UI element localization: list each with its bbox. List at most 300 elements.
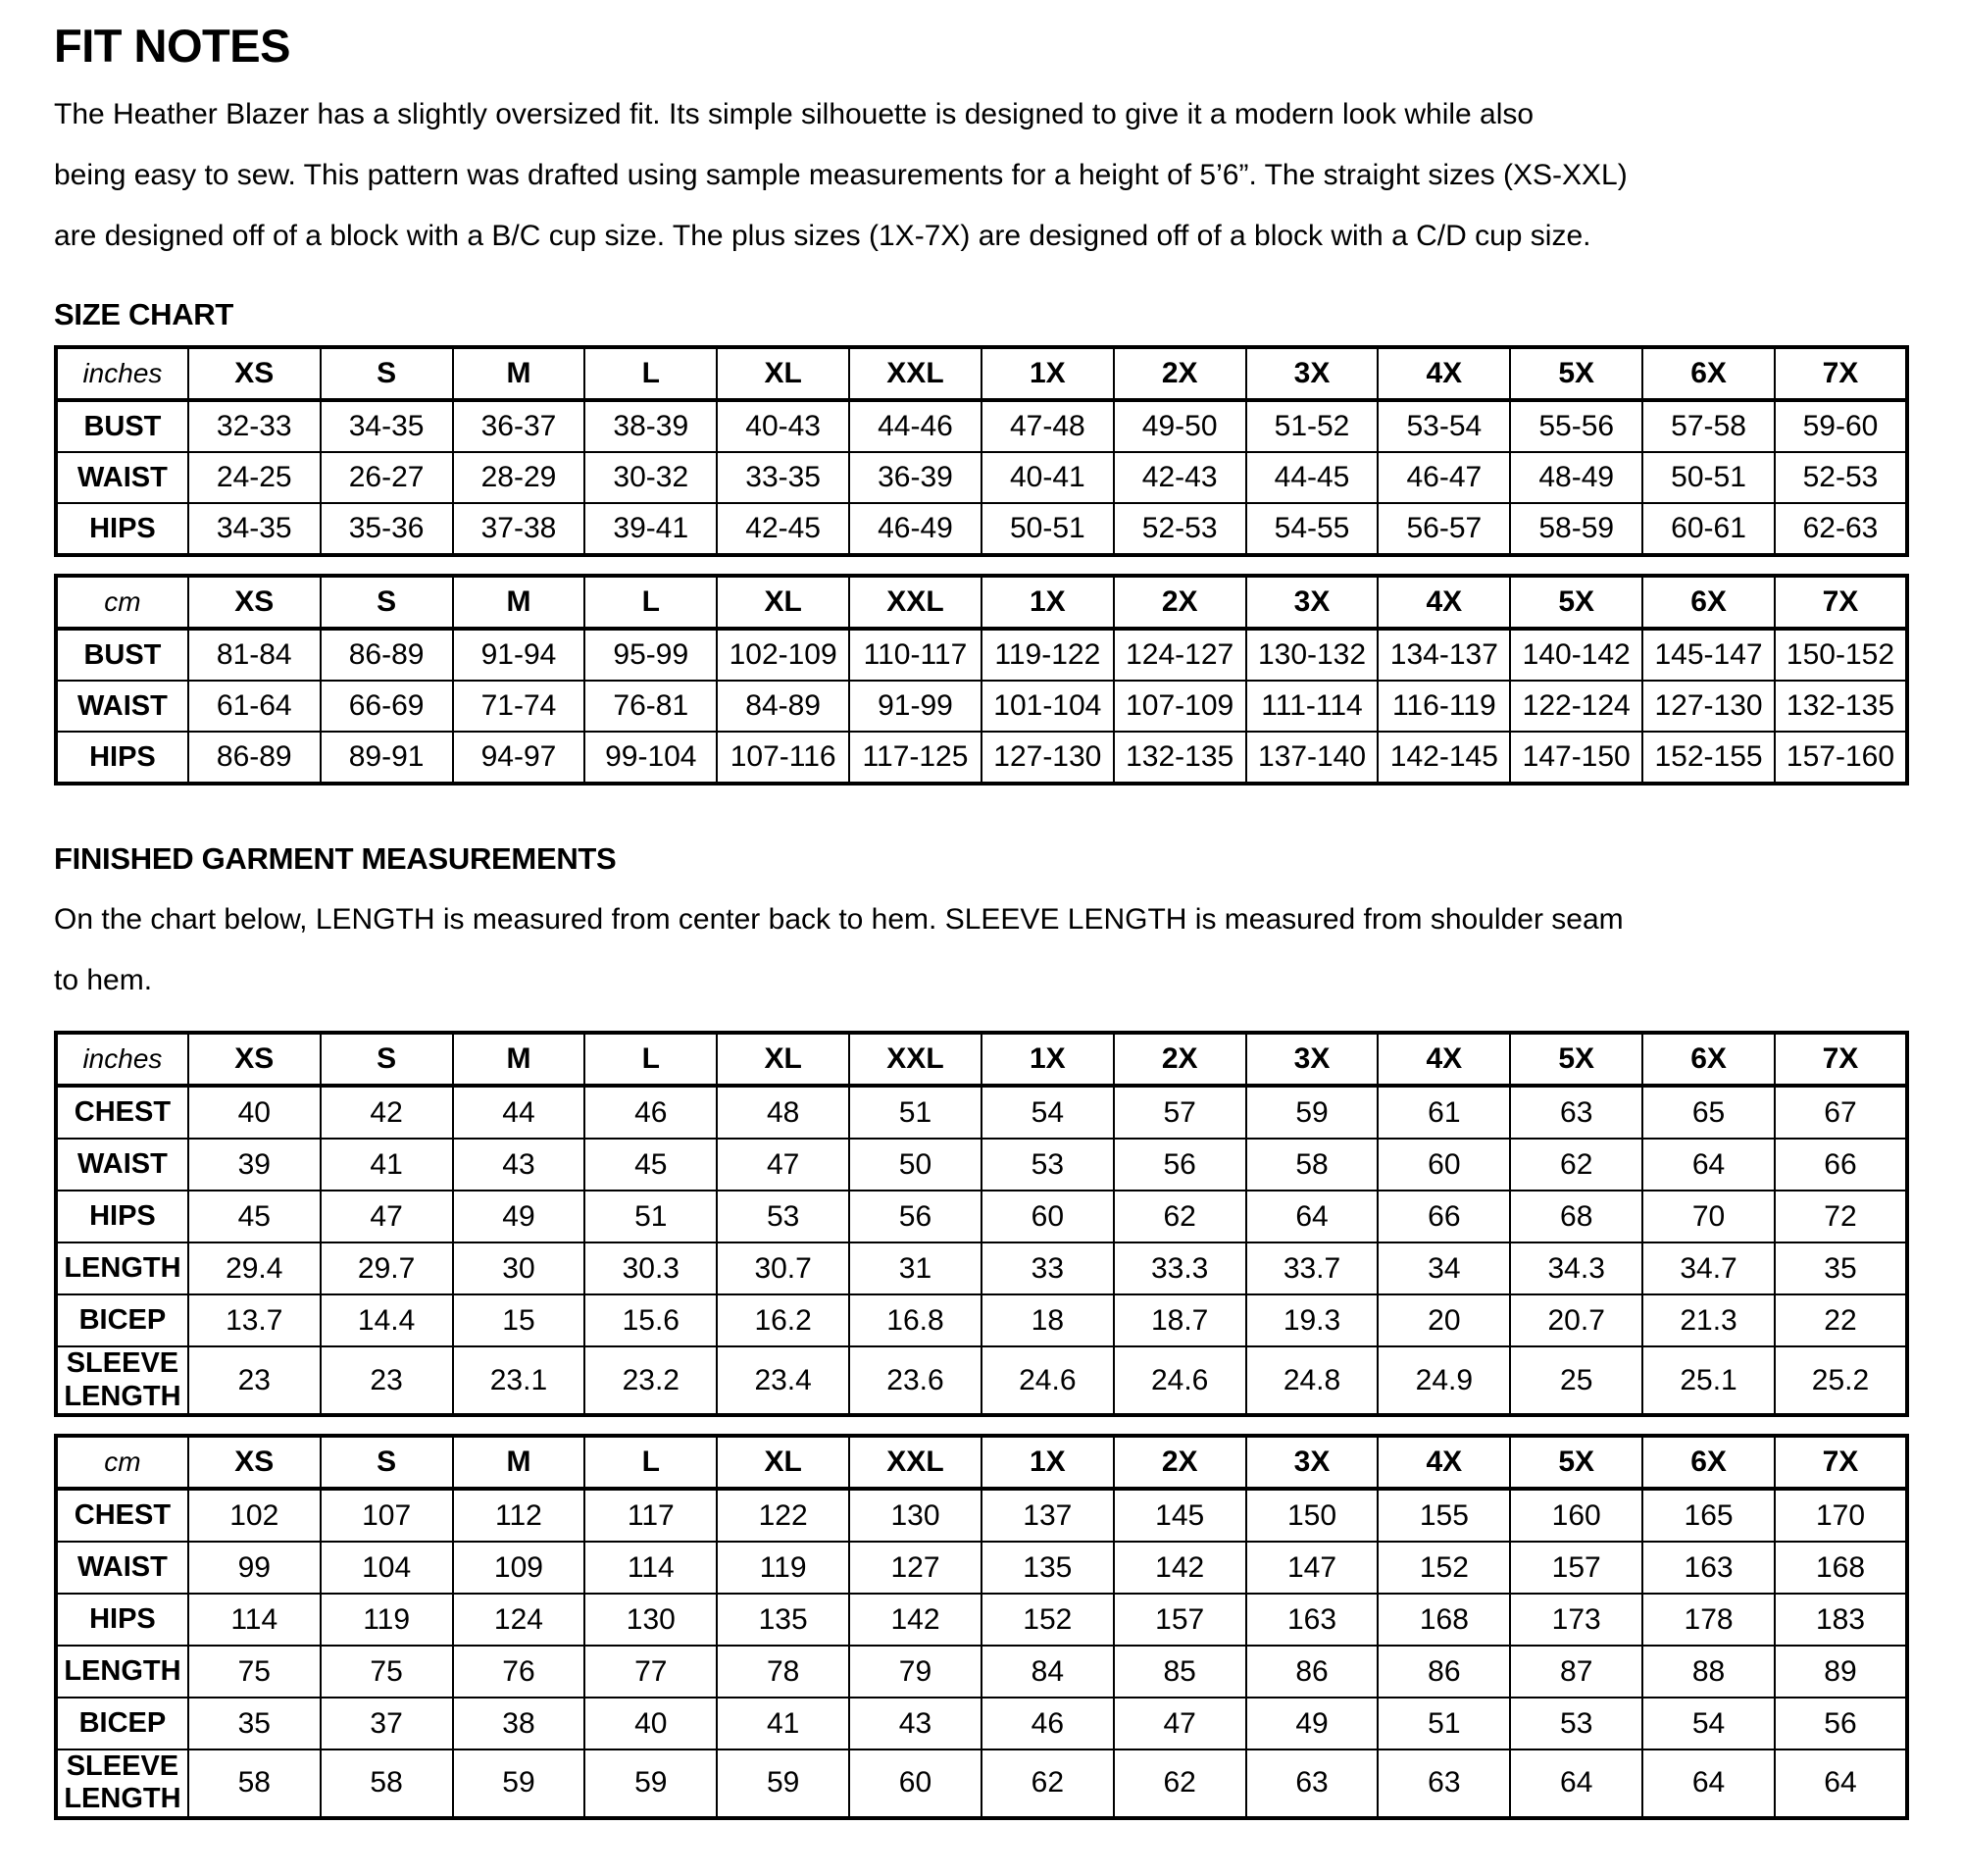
measurement-cell: 124-127: [1114, 629, 1246, 681]
measurement-cell: 47-48: [982, 400, 1114, 452]
measurement-cell: 114: [188, 1594, 321, 1646]
measurement-cell: 163: [1246, 1594, 1379, 1646]
measurement-cell: 15.6: [584, 1294, 717, 1346]
measurement-cell: 132-135: [1114, 732, 1246, 784]
size-column-header: 1X: [982, 576, 1114, 629]
measurement-cell: 94-97: [453, 732, 585, 784]
row-label: CHEST: [56, 1086, 188, 1139]
measurement-cell: 64: [1510, 1749, 1642, 1818]
size-column-header: 6X: [1642, 1436, 1775, 1489]
measurement-cell: 99-104: [584, 732, 717, 784]
measurement-cell: 39: [188, 1139, 321, 1191]
page-title: FIT NOTES: [54, 20, 290, 72]
size-column-header: 3X: [1246, 576, 1379, 629]
measurement-row: [56, 629, 1907, 681]
table-header-row: [56, 347, 1907, 400]
measurement-cell: 60-61: [1642, 503, 1775, 555]
measurement-cell: 79: [849, 1646, 982, 1698]
measurement-cell: 62: [982, 1749, 1114, 1818]
size-column-header: XXL: [849, 1033, 982, 1086]
size-column-header: 4X: [1378, 1033, 1510, 1086]
measurement-cell: 71-74: [453, 681, 585, 732]
measurement-cell: 33.3: [1114, 1242, 1246, 1294]
measurement-cell: 20: [1378, 1294, 1510, 1346]
intro-paragraph: [54, 84, 1909, 267]
size-column-header: 6X: [1642, 576, 1775, 629]
measurement-cell: 75: [321, 1646, 453, 1698]
measurement-cell: 64: [1642, 1749, 1775, 1818]
measurement-cell: 53: [717, 1191, 849, 1242]
measurement-cell: 152: [1378, 1542, 1510, 1594]
measurement-cell: 150: [1246, 1489, 1379, 1542]
measurement-cell: 37-38: [453, 503, 585, 555]
measurement-cell: 45: [188, 1191, 321, 1242]
size-column-header: XL: [717, 347, 849, 400]
measurement-cell: 16.8: [849, 1294, 982, 1346]
row-label: BICEP: [56, 1294, 188, 1346]
row-label: LENGTH: [56, 1242, 188, 1294]
size-column-header: 2X: [1114, 347, 1246, 400]
measurement-cell: 132-135: [1775, 681, 1907, 732]
measurement-cell: 62: [1510, 1139, 1642, 1191]
measurement-cell: 34: [1378, 1242, 1510, 1294]
measurement-cell: 119: [321, 1594, 453, 1646]
measurement-cell: 56-57: [1378, 503, 1510, 555]
measurement-cell: 42-43: [1114, 452, 1246, 503]
measurement-row: [56, 1594, 1907, 1646]
row-label: HIPS: [56, 732, 188, 784]
measurement-cell: 52-53: [1775, 452, 1907, 503]
measurement-cell: 56: [849, 1191, 982, 1242]
measurement-cell: 85: [1114, 1646, 1246, 1698]
measurement-cell: 51: [1378, 1698, 1510, 1749]
measurement-cell: 75: [188, 1646, 321, 1698]
measurement-cell: 62-63: [1775, 503, 1907, 555]
measurement-cell: 24.6: [982, 1346, 1114, 1415]
size-column-header: S: [321, 347, 453, 400]
size-column-header: 7X: [1775, 347, 1907, 400]
measurement-cell: 31: [849, 1242, 982, 1294]
measurement-cell: 36-37: [453, 400, 585, 452]
measurement-row: [56, 452, 1907, 503]
measurement-cell: 111-114: [1246, 681, 1379, 732]
measurement-cell: 35: [1775, 1242, 1907, 1294]
measurement-cell: 13.7: [188, 1294, 321, 1346]
measurement-cell: 117-125: [849, 732, 982, 784]
measurement-cell: 157-160: [1775, 732, 1907, 784]
text-line: On the chart below, LENGTH is measured from center back to hem. SLEEVE LENGTH is measured from shoulder seam: [54, 903, 1624, 937]
measurement-cell: 56: [1775, 1698, 1907, 1749]
measurement-cell: 24.8: [1246, 1346, 1379, 1415]
measurement-cell: 30: [453, 1242, 585, 1294]
measurement-cell: 145-147: [1642, 629, 1775, 681]
measurement-cell: 51: [849, 1086, 982, 1139]
measurement-cell: 135: [717, 1594, 849, 1646]
size-column-header: L: [584, 576, 717, 629]
measurement-cell: 30.7: [717, 1242, 849, 1294]
measurement-cell: 49: [1246, 1698, 1379, 1749]
measurement-row: [56, 1646, 1907, 1698]
measurement-cell: 145: [1114, 1489, 1246, 1542]
size-chart-inches-table: [54, 345, 1909, 557]
size-column-header: XL: [717, 1033, 849, 1086]
measurement-cell: 42: [321, 1086, 453, 1139]
size-column-header: 7X: [1775, 1033, 1907, 1086]
measurement-cell: 109: [453, 1542, 585, 1594]
measurement-cell: 59: [1246, 1086, 1379, 1139]
measurement-cell: 142: [849, 1594, 982, 1646]
measurement-cell: 25.2: [1775, 1346, 1907, 1415]
measurement-row: [56, 732, 1907, 784]
measurement-cell: 102: [188, 1489, 321, 1542]
size-column-header: 6X: [1642, 347, 1775, 400]
measurement-row: [56, 1242, 1907, 1294]
measurement-cell: 89: [1775, 1646, 1907, 1698]
measurement-cell: 22: [1775, 1294, 1907, 1346]
measurement-row: [56, 1086, 1907, 1139]
measurement-cell: 53-54: [1378, 400, 1510, 452]
measurement-cell: 24.9: [1378, 1346, 1510, 1415]
row-label: HIPS: [56, 1191, 188, 1242]
row-label: SLEEVE LENGTH: [56, 1749, 188, 1818]
measurement-cell: 40: [584, 1698, 717, 1749]
measurement-cell: 44-45: [1246, 452, 1379, 503]
measurement-cell: 101-104: [982, 681, 1114, 732]
measurement-cell: 40-43: [717, 400, 849, 452]
measurement-cell: 127-130: [1642, 681, 1775, 732]
size-column-header: XS: [188, 1033, 321, 1086]
size-column-header: 7X: [1775, 576, 1907, 629]
measurement-cell: 23.1: [453, 1346, 585, 1415]
measurement-cell: 63: [1378, 1749, 1510, 1818]
measurement-cell: 165: [1642, 1489, 1775, 1542]
measurement-cell: 163: [1642, 1542, 1775, 1594]
measurement-cell: 72: [1775, 1191, 1907, 1242]
measurement-row: [56, 1489, 1907, 1542]
measurement-cell: 34.7: [1642, 1242, 1775, 1294]
size-column-header: 3X: [1246, 347, 1379, 400]
measurement-cell: 168: [1775, 1542, 1907, 1594]
size-column-header: S: [321, 1436, 453, 1489]
finished-measurements-heading: FINISHED GARMENT MEASUREMENTS: [54, 841, 617, 877]
unit-label: cm: [56, 576, 188, 629]
measurement-cell: 142: [1114, 1542, 1246, 1594]
measurement-cell: 116-119: [1378, 681, 1510, 732]
measurement-cell: 54: [1642, 1698, 1775, 1749]
measurement-cell: 150-152: [1775, 629, 1907, 681]
measurement-cell: 86-89: [188, 732, 321, 784]
measurement-cell: 24-25: [188, 452, 321, 503]
size-column-header: M: [453, 576, 585, 629]
size-column-header: M: [453, 347, 585, 400]
measurement-row: [56, 1139, 1907, 1191]
size-column-header: 4X: [1378, 347, 1510, 400]
measurement-cell: 51-52: [1246, 400, 1379, 452]
size-column-header: 2X: [1114, 576, 1246, 629]
measurement-cell: 20.7: [1510, 1294, 1642, 1346]
measurement-cell: 88: [1642, 1646, 1775, 1698]
size-column-header: 2X: [1114, 1033, 1246, 1086]
measurement-cell: 155: [1378, 1489, 1510, 1542]
measurement-cell: 173: [1510, 1594, 1642, 1646]
measurement-cell: 142-145: [1378, 732, 1510, 784]
row-label: WAIST: [56, 452, 188, 503]
measurement-cell: 60: [1378, 1139, 1510, 1191]
measurement-cell: 14.4: [321, 1294, 453, 1346]
measurement-cell: 47: [321, 1191, 453, 1242]
measurement-cell: 64: [1775, 1749, 1907, 1818]
measurement-cell: 25: [1510, 1346, 1642, 1415]
measurement-cell: 35: [188, 1698, 321, 1749]
unit-label: inches: [56, 1033, 188, 1086]
measurement-cell: 95-99: [584, 629, 717, 681]
size-column-header: XS: [188, 1436, 321, 1489]
row-label: SLEEVE LENGTH: [56, 1346, 188, 1415]
measurement-cell: 183: [1775, 1594, 1907, 1646]
measurement-cell: 59: [584, 1749, 717, 1818]
measurement-cell: 57: [1114, 1086, 1246, 1139]
measurement-cell: 59-60: [1775, 400, 1907, 452]
text-line: The Heather Blazer has a slightly oversized fit. Its simple silhouette is designed to give it a modern look while also: [54, 98, 1535, 131]
measurement-cell: 86: [1378, 1646, 1510, 1698]
measurement-cell: 86-89: [321, 629, 453, 681]
measurement-cell: 30-32: [584, 452, 717, 503]
measurement-cell: 63: [1510, 1086, 1642, 1139]
measurement-cell: 152: [982, 1594, 1114, 1646]
measurement-cell: 135: [982, 1542, 1114, 1594]
measurement-cell: 45: [584, 1139, 717, 1191]
measurement-cell: 64: [1246, 1191, 1379, 1242]
measurement-cell: 23: [321, 1346, 453, 1415]
size-column-header: 2X: [1114, 1436, 1246, 1489]
text-line: to hem.: [54, 964, 153, 997]
size-column-header: 5X: [1510, 1436, 1642, 1489]
measurement-cell: 134-137: [1378, 629, 1510, 681]
measurement-cell: 53: [1510, 1698, 1642, 1749]
measurement-cell: 57-58: [1642, 400, 1775, 452]
measurement-cell: 122-124: [1510, 681, 1642, 732]
measurement-cell: 43: [453, 1139, 585, 1191]
size-column-header: 1X: [982, 1033, 1114, 1086]
row-label: HIPS: [56, 1594, 188, 1646]
measurement-cell: 66: [1378, 1191, 1510, 1242]
row-label: WAIST: [56, 1139, 188, 1191]
size-column-header: XXL: [849, 347, 982, 400]
measurement-cell: 86: [1246, 1646, 1379, 1698]
size-column-header: XL: [717, 576, 849, 629]
measurement-cell: 38: [453, 1698, 585, 1749]
measurement-cell: 15: [453, 1294, 585, 1346]
measurement-cell: 91-99: [849, 681, 982, 732]
measurement-row: [56, 503, 1907, 555]
measurement-row: [56, 1749, 1907, 1818]
measurement-cell: 29.4: [188, 1242, 321, 1294]
measurement-cell: 127-130: [982, 732, 1114, 784]
measurement-cell: 59: [717, 1749, 849, 1818]
size-column-header: XXL: [849, 576, 982, 629]
size-column-header: XS: [188, 347, 321, 400]
measurement-cell: 107-109: [1114, 681, 1246, 732]
measurement-cell: 64: [1642, 1139, 1775, 1191]
finished-cm-table: [54, 1434, 1909, 1820]
size-column-header: L: [584, 1033, 717, 1086]
measurement-cell: 54: [982, 1086, 1114, 1139]
measurement-cell: 124: [453, 1594, 585, 1646]
measurement-cell: 60: [982, 1191, 1114, 1242]
measurement-cell: 81-84: [188, 629, 321, 681]
measurement-cell: 24.6: [1114, 1346, 1246, 1415]
measurement-cell: 35-36: [321, 503, 453, 555]
measurement-cell: 18.7: [1114, 1294, 1246, 1346]
measurement-cell: 122: [717, 1489, 849, 1542]
measurement-cell: 50-51: [1642, 452, 1775, 503]
measurement-cell: 50-51: [982, 503, 1114, 555]
measurement-cell: 114: [584, 1542, 717, 1594]
measurement-cell: 104: [321, 1542, 453, 1594]
measurement-cell: 33: [982, 1242, 1114, 1294]
measurement-cell: 67: [1775, 1086, 1907, 1139]
measurement-cell: 49-50: [1114, 400, 1246, 452]
measurement-cell: 160: [1510, 1489, 1642, 1542]
measurement-cell: 147-150: [1510, 732, 1642, 784]
measurement-cell: 21.3: [1642, 1294, 1775, 1346]
measurement-cell: 70: [1642, 1191, 1775, 1242]
measurement-cell: 53: [982, 1139, 1114, 1191]
size-column-header: 3X: [1246, 1033, 1379, 1086]
finished-description: [54, 889, 1909, 1011]
row-label: BICEP: [56, 1698, 188, 1749]
measurement-cell: 46: [982, 1698, 1114, 1749]
measurement-cell: 18: [982, 1294, 1114, 1346]
measurement-cell: 49: [453, 1191, 585, 1242]
fit-notes-page: [54, 20, 1909, 1820]
measurement-cell: 66-69: [321, 681, 453, 732]
measurement-cell: 37: [321, 1698, 453, 1749]
measurement-cell: 119-122: [982, 629, 1114, 681]
measurement-cell: 34-35: [321, 400, 453, 452]
row-label: BUST: [56, 400, 188, 452]
measurement-cell: 46-47: [1378, 452, 1510, 503]
measurement-cell: 63: [1246, 1749, 1379, 1818]
measurement-cell: 28-29: [453, 452, 585, 503]
measurement-cell: 51: [584, 1191, 717, 1242]
measurement-cell: 107-116: [717, 732, 849, 784]
size-chart-heading: SIZE CHART: [54, 297, 234, 332]
measurement-cell: 91-94: [453, 629, 585, 681]
measurement-cell: 44-46: [849, 400, 982, 452]
measurement-cell: 59: [453, 1749, 585, 1818]
measurement-cell: 102-109: [717, 629, 849, 681]
measurement-cell: 137-140: [1246, 732, 1379, 784]
measurement-cell: 42-45: [717, 503, 849, 555]
measurement-cell: 40: [188, 1086, 321, 1139]
measurement-cell: 56: [1114, 1139, 1246, 1191]
measurement-cell: 39-41: [584, 503, 717, 555]
measurement-cell: 127: [849, 1542, 982, 1594]
row-label: LENGTH: [56, 1646, 188, 1698]
size-column-header: 4X: [1378, 576, 1510, 629]
unit-label: cm: [56, 1436, 188, 1489]
measurement-cell: 58-59: [1510, 503, 1642, 555]
measurement-cell: 23.6: [849, 1346, 982, 1415]
measurement-cell: 178: [1642, 1594, 1775, 1646]
measurement-cell: 62: [1114, 1749, 1246, 1818]
measurement-cell: 170: [1775, 1489, 1907, 1542]
measurement-cell: 46-49: [849, 503, 982, 555]
measurement-cell: 33-35: [717, 452, 849, 503]
measurement-cell: 76: [453, 1646, 585, 1698]
size-column-header: L: [584, 347, 717, 400]
measurement-cell: 130: [584, 1594, 717, 1646]
measurement-cell: 48: [717, 1086, 849, 1139]
measurement-cell: 62: [1114, 1191, 1246, 1242]
size-column-header: 5X: [1510, 347, 1642, 400]
measurement-cell: 60: [849, 1749, 982, 1818]
measurement-cell: 44: [453, 1086, 585, 1139]
measurement-cell: 26-27: [321, 452, 453, 503]
measurement-cell: 61-64: [188, 681, 321, 732]
measurement-cell: 58: [1246, 1139, 1379, 1191]
measurement-row: [56, 1294, 1907, 1346]
unit-label: inches: [56, 347, 188, 400]
measurement-cell: 47: [717, 1139, 849, 1191]
measurement-cell: 52-53: [1114, 503, 1246, 555]
size-column-header: 1X: [982, 1436, 1114, 1489]
measurement-cell: 157: [1510, 1542, 1642, 1594]
measurement-cell: 47: [1114, 1698, 1246, 1749]
measurement-cell: 65: [1642, 1086, 1775, 1139]
finished-inches-table: [54, 1031, 1909, 1417]
row-label: WAIST: [56, 1542, 188, 1594]
measurement-cell: 23: [188, 1346, 321, 1415]
measurement-cell: 34.3: [1510, 1242, 1642, 1294]
measurement-cell: 43: [849, 1698, 982, 1749]
measurement-cell: 117: [584, 1489, 717, 1542]
measurement-cell: 32-33: [188, 400, 321, 452]
measurement-cell: 16.2: [717, 1294, 849, 1346]
measurement-cell: 54-55: [1246, 503, 1379, 555]
size-column-header: 6X: [1642, 1033, 1775, 1086]
row-label: HIPS: [56, 503, 188, 555]
measurement-cell: 87: [1510, 1646, 1642, 1698]
measurement-cell: 157: [1114, 1594, 1246, 1646]
measurement-cell: 168: [1378, 1594, 1510, 1646]
measurement-cell: 61: [1378, 1086, 1510, 1139]
row-label: BUST: [56, 629, 188, 681]
measurement-cell: 66: [1775, 1139, 1907, 1191]
measurement-cell: 76-81: [584, 681, 717, 732]
measurement-cell: 147: [1246, 1542, 1379, 1594]
size-chart-cm-table: [54, 574, 1909, 786]
size-column-header: S: [321, 576, 453, 629]
measurement-cell: 58: [188, 1749, 321, 1818]
measurement-cell: 23.2: [584, 1346, 717, 1415]
measurement-cell: 68: [1510, 1191, 1642, 1242]
measurement-cell: 33.7: [1246, 1242, 1379, 1294]
table-header-row: [56, 1436, 1907, 1489]
size-column-header: M: [453, 1033, 585, 1086]
measurement-cell: 40-41: [982, 452, 1114, 503]
measurement-cell: 34-35: [188, 503, 321, 555]
measurement-cell: 41: [717, 1698, 849, 1749]
measurement-cell: 137: [982, 1489, 1114, 1542]
size-column-header: 4X: [1378, 1436, 1510, 1489]
measurement-cell: 29.7: [321, 1242, 453, 1294]
size-column-header: XL: [717, 1436, 849, 1489]
measurement-cell: 140-142: [1510, 629, 1642, 681]
measurement-cell: 48-49: [1510, 452, 1642, 503]
measurement-cell: 152-155: [1642, 732, 1775, 784]
